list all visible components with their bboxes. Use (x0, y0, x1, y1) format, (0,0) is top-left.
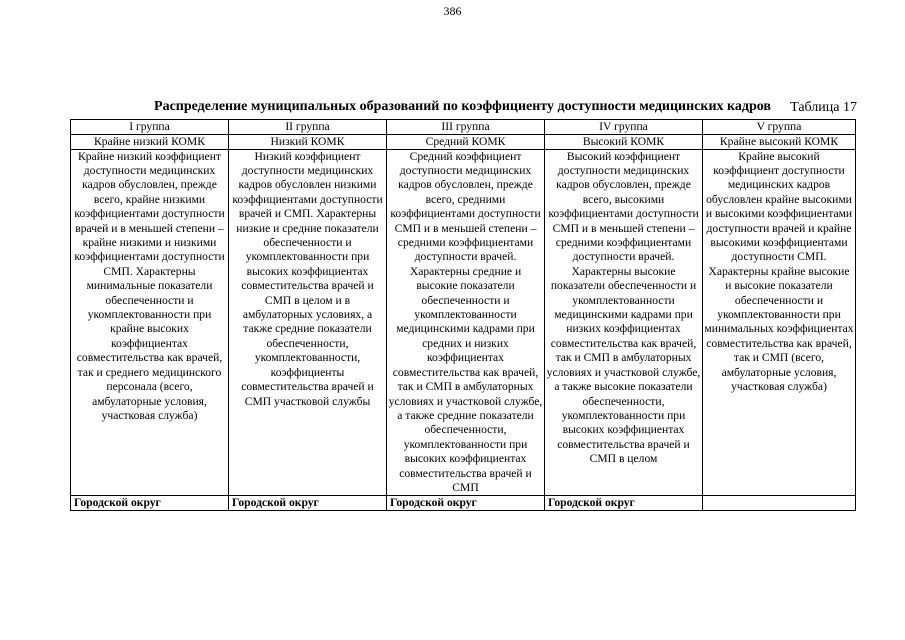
group-header-cell: III группа (387, 120, 545, 135)
level-row (71, 134, 856, 149)
municipality-type-cell: Городской округ (71, 496, 229, 511)
description-cell: Низкий коэффициент доступности медицинских кадров обусловлен низкими коэффициентами доступности врачей и СМП. Характерны низкие и средние показатели обеспеченности и укомплектованности при высоких коэффициентах совместительства врачей и СМП в целом и в амбулаторных условиях, а также средние показатели обеспеченности, укомплектованности, коэффициенты совместительства врачей и СМП участковой службы (229, 149, 387, 496)
level-cell: Крайне низкий КОМК (71, 134, 229, 149)
group-header-cell: V группа (703, 120, 856, 135)
group-header-cell: I группа (71, 120, 229, 135)
level-cell: Средний КОМК (387, 134, 545, 149)
description-cell: Средний коэффициент доступности медицинских кадров обусловлен, прежде всего, средними коэффициентами доступности СМП и в меньшей степени – средними коэффициентами доступности врачей. Характерны средние и высокие показатели обеспеченности и укомплектованности медицинскими кадрами при средних и низких коэффициентах совместительства как врачей, так и СМП в амбулаторных условиях и участковой службе, а также средние показатели обеспеченности, укомплектованности при высоких коэффициентах совместительства врачей и СМП (387, 149, 545, 496)
group-header-cell: IV группа (545, 120, 703, 135)
group-header-cell: II группа (229, 120, 387, 135)
municipality-type-row (71, 496, 856, 511)
municipality-type-cell (703, 496, 856, 511)
table-label: Таблица 17 (790, 100, 857, 115)
municipality-type-cell: Городской округ (387, 496, 545, 511)
page-number: 386 (443, 4, 462, 18)
description-cell: Крайне высокий коэффициент доступности медицинских кадров обусловлен крайне высокими и высокими коэффициентами доступности врачей и крайне высокими коэффициентами доступности СМП. Характерны крайне высокие и высокие показатели обеспеченности и укомплектованности при минимальных коэффициентах совместительства как врачей, так и СМП (всего, амбулаторные условия, участковая служба) (703, 149, 856, 496)
level-cell: Крайне высокий КОМК (703, 134, 856, 149)
municipality-type-cell: Городской округ (545, 496, 703, 511)
group-header-row (71, 120, 856, 135)
description-cell: Высокий коэффициент доступности медицинских кадров обусловлен, прежде всего, высокими коэффициентами доступности СМП и в меньшей степени – средними коэффициентами доступности врачей. Характерны высокие показатели обеспеченности и укомплектованности медицинскими кадрами при низких коэффициентах совместительства как врачей, так и СМП в амбулаторных условиях и участковой службе, а также высокие показатели обеспеченности, укомплектованности при высоких коэффициентах совместительства врачей и СМП в целом (545, 149, 703, 496)
municipality-type-cell: Городской округ (229, 496, 387, 511)
table-title: Распределение муниципальных образований по коэффициенту доступности медицинских кадров (154, 99, 771, 114)
description-cell: Крайне низкий коэффициент доступности медицинских кадров обусловлен, прежде всего, крайне низкими коэффициентами доступности врачей и в меньшей степени – крайне низкими и низкими коэффициентами доступности СМП. Характерны минимальные показатели обеспеченности и укомплектованности при крайне высоких коэффициентах совместительства как врачей, так и среднего медицинского персонала (всего, амбулаторные условия, участковая служба) (71, 149, 229, 496)
description-row (71, 149, 856, 496)
level-cell: Высокий КОМК (545, 134, 703, 149)
level-cell: Низкий КОМК (229, 134, 387, 149)
distribution-table (70, 119, 856, 511)
